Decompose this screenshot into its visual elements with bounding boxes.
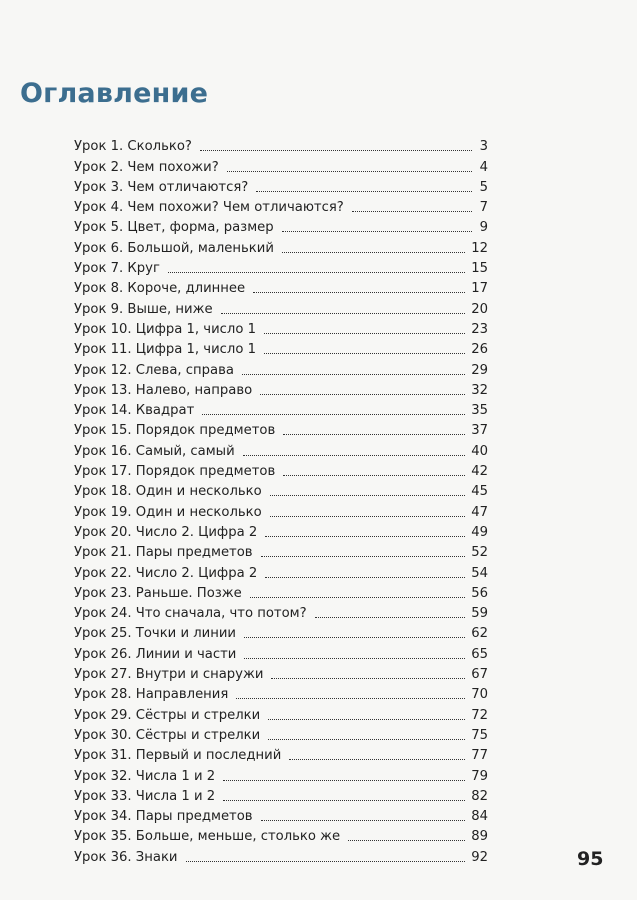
- toc-entry-label: Урок 31. Первый и последний: [74, 748, 282, 764]
- toc-entry: [74, 784, 488, 804]
- toc-entry-page: 52: [471, 545, 488, 561]
- toc-entry-page: 32: [471, 382, 488, 398]
- toc-entry: [74, 601, 488, 621]
- page-number: 95: [577, 848, 604, 870]
- dot-leader: [250, 597, 465, 598]
- dot-leader: [289, 759, 465, 760]
- toc-entry: [74, 175, 488, 195]
- toc-entry: [74, 398, 488, 418]
- toc-entry: [74, 743, 488, 763]
- toc-entry-page: 47: [471, 504, 488, 520]
- toc-entry-label: Урок 1. Сколько?: [74, 139, 192, 155]
- toc-entry: [74, 641, 488, 661]
- toc-entry: [74, 520, 488, 540]
- dot-leader: [243, 455, 466, 456]
- dot-leader: [264, 333, 465, 334]
- toc-entry: [74, 702, 488, 722]
- toc-entry-label: Урок 4. Чем похожи? Чем отличаются?: [74, 200, 344, 216]
- dot-leader: [283, 475, 465, 476]
- dot-leader: [348, 840, 465, 841]
- toc-entry-page: 37: [471, 423, 488, 439]
- toc-entry: [74, 195, 488, 215]
- toc-entry-label: Урок 32. Числа 1 и 2: [74, 768, 216, 784]
- toc-entry: [74, 560, 488, 580]
- dot-leader: [223, 800, 465, 801]
- toc-entry: [74, 296, 488, 316]
- toc-entry-label: Урок 12. Слева, справа: [74, 362, 234, 378]
- toc-entry: [74, 378, 488, 398]
- toc-entry-label: Урок 23. Раньше. Позже: [74, 585, 242, 601]
- toc-entry: [74, 235, 488, 255]
- toc-entry-page: 29: [471, 362, 488, 378]
- toc-entry-page: 54: [471, 565, 488, 581]
- toc-entry-page: 92: [471, 849, 488, 865]
- toc-entry-page: 84: [471, 809, 488, 825]
- toc-entry: [74, 844, 488, 864]
- toc-entry-label: Урок 19. Один и несколько: [74, 504, 262, 520]
- toc-entry: [74, 824, 488, 844]
- toc-entry: [74, 540, 488, 560]
- toc-entry-label: Урок 5. Цвет, форма, размер: [74, 220, 274, 236]
- toc-entry: [74, 459, 488, 479]
- toc-entry-label: Урок 3. Чем отличаются?: [74, 179, 249, 195]
- toc-entry-label: Урок 18. Один и несколько: [74, 484, 262, 500]
- dot-leader: [223, 780, 465, 781]
- dot-leader: [253, 292, 465, 293]
- dot-leader: [270, 516, 466, 517]
- toc-entry: [74, 418, 488, 438]
- toc-entry-label: Урок 22. Число 2. Цифра 2: [74, 565, 258, 581]
- toc-entry-label: Урок 7. Круг: [74, 261, 160, 277]
- dot-leader: [282, 231, 472, 232]
- toc-entry-page: 7: [479, 200, 488, 216]
- toc-entry: [74, 581, 488, 601]
- dot-leader: [315, 617, 466, 618]
- toc-entry-page: 12: [471, 240, 488, 256]
- toc-entry-page: 72: [471, 707, 488, 723]
- toc-entry-page: 67: [471, 667, 488, 683]
- toc-entry-label: Урок 35. Больше, меньше, столько же: [74, 829, 341, 845]
- toc-entry: [74, 276, 488, 296]
- toc-entry-label: Урок 9. Выше, ниже: [74, 301, 213, 317]
- toc-entry-label: Урок 13. Налево, направо: [74, 382, 253, 398]
- toc-entry-page: 77: [471, 748, 488, 764]
- dot-leader: [265, 577, 465, 578]
- toc-entry-label: Урок 16. Самый, самый: [74, 443, 235, 459]
- dot-leader: [186, 861, 466, 862]
- dot-leader: [200, 150, 472, 151]
- toc-entry: [74, 662, 488, 682]
- toc-entry-label: Урок 6. Большой, маленький: [74, 240, 274, 256]
- page-title: Оглавление: [20, 78, 209, 109]
- toc-entry-page: 59: [471, 606, 488, 622]
- toc-entry-page: 15: [471, 261, 488, 277]
- toc-entry-page: 82: [471, 788, 488, 804]
- dot-leader: [256, 191, 472, 192]
- toc-entry-page: 49: [471, 524, 488, 540]
- dot-leader: [168, 272, 465, 273]
- toc-entry-page: 75: [471, 727, 488, 743]
- toc-entry-label: Урок 20. Число 2. Цифра 2: [74, 524, 258, 540]
- toc-entry-page: 79: [471, 768, 488, 784]
- toc-entry-label: Урок 11. Цифра 1, число 1: [74, 342, 256, 358]
- dot-leader: [236, 698, 465, 699]
- toc-entry-page: 35: [471, 403, 488, 419]
- toc-entry-page: 42: [471, 464, 488, 480]
- dot-leader: [202, 414, 465, 415]
- toc-entry-page: 9: [479, 220, 488, 236]
- toc-entry-label: Урок 24. Что сначала, что потом?: [74, 606, 307, 622]
- toc-entry: [74, 682, 488, 702]
- toc-entry-page: 56: [471, 585, 488, 601]
- toc-entry-page: 20: [471, 301, 488, 317]
- toc-entry-label: Урок 26. Линии и части: [74, 646, 237, 662]
- toc-entry-page: 17: [471, 281, 488, 297]
- toc-entry-label: Урок 21. Пары предметов: [74, 545, 253, 561]
- toc-entry-page: 4: [479, 159, 488, 175]
- toc-entry-page: 89: [471, 829, 488, 845]
- toc-entry: [74, 215, 488, 235]
- dot-leader: [242, 374, 465, 375]
- toc-entry: [74, 154, 488, 174]
- dot-leader: [244, 637, 465, 638]
- toc-entry: [74, 763, 488, 783]
- dot-leader: [264, 353, 465, 354]
- toc-entry-label: Урок 36. Знаки: [74, 849, 178, 865]
- table-of-contents: [74, 134, 488, 865]
- toc-entry-label: Урок 10. Цифра 1, число 1: [74, 321, 256, 337]
- toc-entry-label: Урок 28. Направления: [74, 687, 229, 703]
- dot-leader: [265, 536, 465, 537]
- dot-leader: [261, 556, 466, 557]
- toc-entry-label: Урок 29. Сёстры и стрелки: [74, 707, 261, 723]
- dot-leader: [268, 719, 465, 720]
- toc-entry-page: 26: [471, 342, 488, 358]
- toc-entry-label: Урок 2. Чем похожи?: [74, 159, 219, 175]
- toc-entry: [74, 438, 488, 458]
- toc-entry-page: 23: [471, 321, 488, 337]
- toc-entry: [74, 723, 488, 743]
- toc-entry-label: Урок 17. Порядок предметов: [74, 464, 276, 480]
- toc-entry-page: 70: [471, 687, 488, 703]
- toc-entry: [74, 256, 488, 276]
- dot-leader: [283, 434, 465, 435]
- toc-entry-label: Урок 14. Квадрат: [74, 403, 195, 419]
- toc-entry: [74, 621, 488, 641]
- dot-leader: [221, 313, 466, 314]
- dot-leader: [261, 820, 466, 821]
- dot-leader: [271, 678, 465, 679]
- toc-entry-page: 40: [471, 443, 488, 459]
- toc-entry-page: 65: [471, 646, 488, 662]
- dot-leader: [270, 495, 466, 496]
- toc-entry-label: Урок 27. Внутри и снаружи: [74, 667, 264, 683]
- toc-entry-page: 5: [479, 179, 488, 195]
- toc-entry-page: 45: [471, 484, 488, 500]
- toc-entry-page: 3: [479, 139, 488, 155]
- toc-entry-label: Урок 33. Числа 1 и 2: [74, 788, 216, 804]
- toc-entry: [74, 134, 488, 154]
- toc-entry: [74, 499, 488, 519]
- dot-leader: [244, 658, 465, 659]
- toc-entry: [74, 357, 488, 377]
- toc-entry-label: Урок 30. Сёстры и стрелки: [74, 727, 261, 743]
- dot-leader: [282, 252, 465, 253]
- toc-entry: [74, 337, 488, 357]
- dot-leader: [260, 394, 465, 395]
- toc-entry: [74, 804, 488, 824]
- toc-entry-label: Урок 34. Пары предметов: [74, 809, 253, 825]
- dot-leader: [227, 171, 472, 172]
- toc-entry-label: Урок 15. Порядок предметов: [74, 423, 276, 439]
- toc-entry-label: Урок 8. Короче, длиннее: [74, 281, 246, 297]
- toc-entry-page: 62: [471, 626, 488, 642]
- toc-entry: [74, 317, 488, 337]
- toc-entry-label: Урок 25. Точки и линии: [74, 626, 236, 642]
- toc-entry: [74, 479, 488, 499]
- dot-leader: [268, 739, 465, 740]
- dot-leader: [352, 211, 472, 212]
